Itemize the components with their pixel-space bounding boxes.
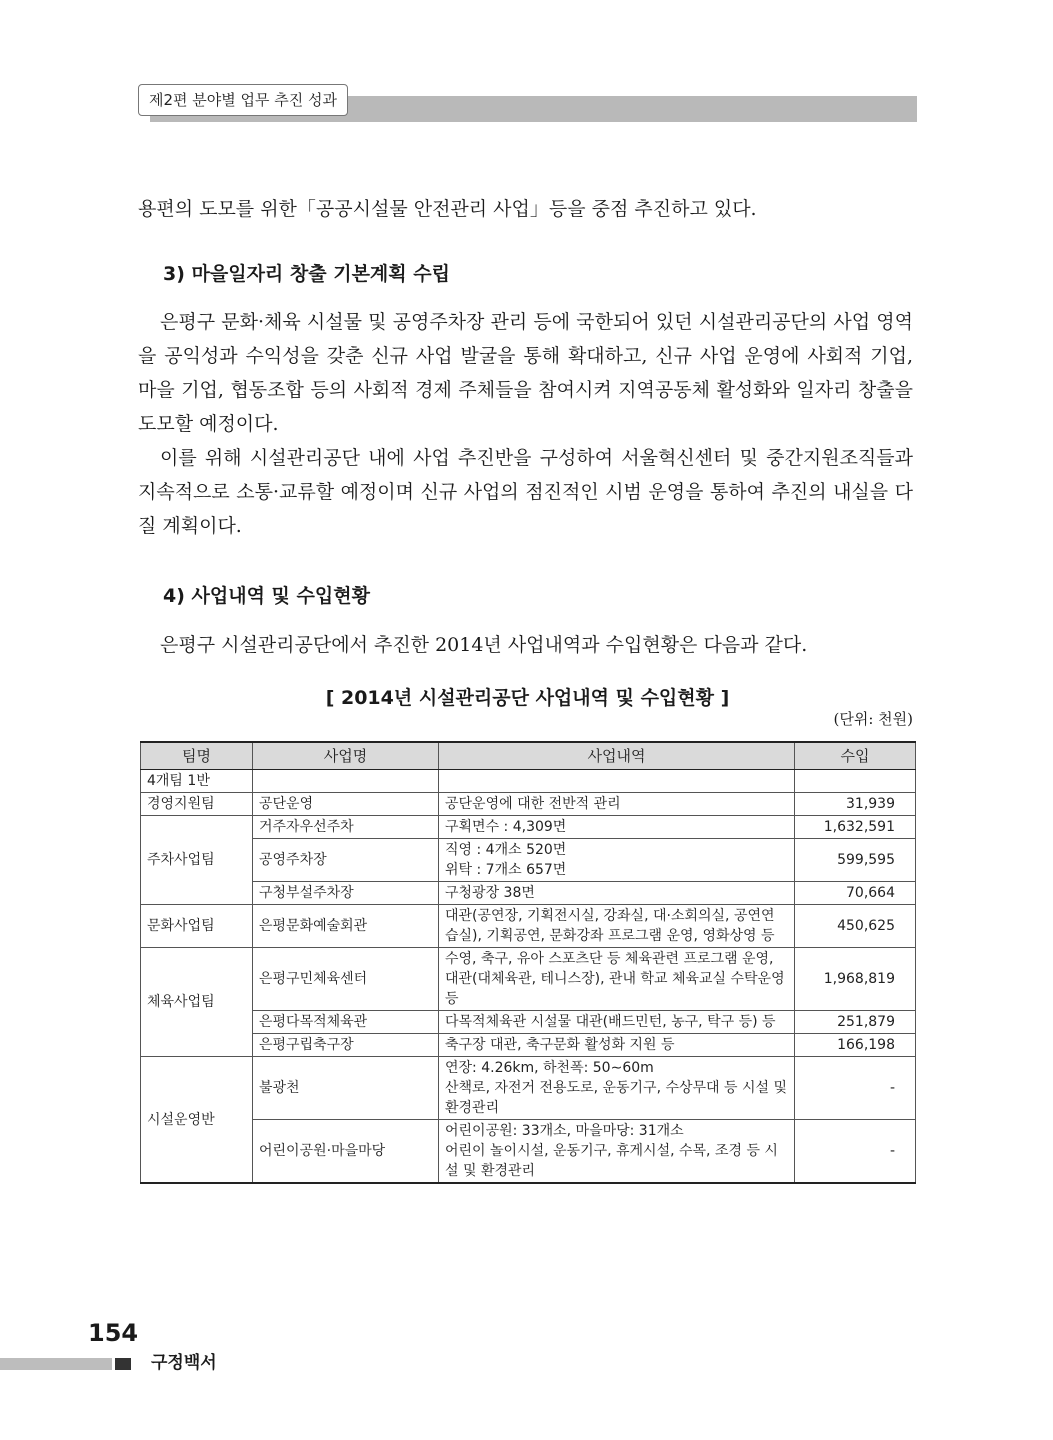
table-title: [ 2014년 시설관리공단 사업내역 및 수입현황 ] xyxy=(325,687,730,709)
revenue-cell: 1,632,591 xyxy=(795,816,916,839)
details-cell: 축구장 대관, 축구문화 활성화 지원 등 xyxy=(439,1034,795,1057)
revenue-cell: 251,879 xyxy=(795,1011,916,1034)
team-cell: 경영지원팀 xyxy=(141,793,253,816)
team-cell: 주차사업팀 xyxy=(141,816,253,905)
table-row xyxy=(141,793,916,816)
revenue-cell: - xyxy=(795,1057,916,1120)
section-4-heading: 4) 사업내역 및 수입현황 xyxy=(163,585,370,607)
project-cell: 공영주차장 xyxy=(253,839,439,882)
header-project: 사업명 xyxy=(253,742,439,770)
details-cell: 공단운영에 대한 전반적 관리 xyxy=(439,793,795,816)
intro-line: 용편의 도모를 위한「공공시설물 안전관리 사업」등을 중점 추진하고 있다. xyxy=(138,198,757,220)
revenue-cell: 1,968,819 xyxy=(795,948,916,1011)
project-cell: 어린이공원·마을마당 xyxy=(253,1120,439,1184)
header-revenue: 수입 xyxy=(795,742,916,770)
details-line: 산책로, 자전거 전용도로, 운동기구, 수상무대 등 시설 및 환경관리 xyxy=(445,1080,788,1116)
business-table xyxy=(140,741,916,1184)
details-cell: 다목적체육관 시설물 대관(배드민턴, 농구, 탁구 등) 등 xyxy=(439,1011,795,1034)
revenue-cell: - xyxy=(795,1120,916,1184)
project-cell: 불광천 xyxy=(253,1057,439,1120)
details-line: 직영 : 4개소 520면 xyxy=(445,842,567,858)
section-3-heading: 3) 마을일자리 창출 기본계획 수립 xyxy=(163,263,450,285)
table-row xyxy=(141,1034,916,1057)
details-line: 어린이 놀이시설, 운동기구, 휴게시설, 수목, 조경 등 시설 및 환경관리 xyxy=(445,1143,778,1179)
details-cell: 수영, 축구, 유아 스포츠단 등 체육관련 프로그램 운영, 대관(대체육관, 테니스장), 관내 학교 체육교실 수탁운영 등 xyxy=(439,948,795,1011)
revenue-cell: 450,625 xyxy=(795,905,916,948)
details-cell: 구획면수 : 4,309면 xyxy=(439,816,795,839)
details-line: 위탁 : 7개소 657면 xyxy=(445,862,567,878)
project-cell: 은평문화예술회관 xyxy=(253,905,439,948)
section-4-paragraph: 은평구 시설관리공단에서 추진한 2014년 사업내역과 수입현황은 다음과 같다. xyxy=(160,634,808,656)
details-cell xyxy=(439,1120,795,1184)
details-cell xyxy=(439,839,795,882)
table-row xyxy=(141,1120,916,1184)
table-row xyxy=(141,770,916,793)
details-cell: 구청광장 38면 xyxy=(439,882,795,905)
project-cell: 은평구민체육센터 xyxy=(253,948,439,1011)
table-row xyxy=(141,816,916,839)
table-row xyxy=(141,948,916,1011)
table-row xyxy=(141,905,916,948)
revenue-cell: 599,595 xyxy=(795,839,916,882)
table-unit: (단위: 천원) xyxy=(833,710,913,728)
revenue-cell: 70,664 xyxy=(795,882,916,905)
table-row xyxy=(141,1011,916,1034)
project-cell: 구청부설주차장 xyxy=(253,882,439,905)
book-title: 구정백서 xyxy=(151,1353,217,1373)
details-cell: 대관(공연장, 기획전시실, 강좌실, 대·소회의실, 공연연습실), 기획공연, 문화강좌 프로그램 운영, 영화상영 등 xyxy=(439,905,795,948)
section-tab: 제2편 분야별 업무 추진 성과 xyxy=(138,84,348,116)
section-3-paragraph-2: 이를 위해 시설관리공단 내에 사업 추진반을 구성하여 서울혁신센터 및 중간지원조직들과 지속적으로 소통·교류할 예정이며 신규 사업의 점진적인 시범 운영을 통하여 추진의 내실을 다질 계획이다. xyxy=(138,447,913,537)
revenue-cell: 31,939 xyxy=(795,793,916,816)
team-cell: 시설운영반 xyxy=(141,1057,253,1184)
revenue-cell: 166,198 xyxy=(795,1034,916,1057)
footer-bar xyxy=(0,1358,112,1370)
project-cell: 공단운영 xyxy=(253,793,439,816)
footer-marker xyxy=(115,1358,131,1370)
details-line: 어린이공원: 33개소, 마을마당: 31개소 xyxy=(445,1123,684,1139)
details-cell xyxy=(439,1057,795,1120)
summary-cell: 4개팀 1반 xyxy=(141,770,253,793)
team-cell: 문화사업팀 xyxy=(141,905,253,948)
header-details: 사업내역 xyxy=(439,742,795,770)
project-cell: 은평구립축구장 xyxy=(253,1034,439,1057)
table-row xyxy=(141,839,916,882)
table-header-row xyxy=(141,742,916,770)
details-line: 연장: 4.26km, 하천폭: 50∼60m xyxy=(445,1060,654,1076)
table-row xyxy=(141,882,916,905)
table-row xyxy=(141,1057,916,1120)
project-cell: 거주자우선주차 xyxy=(253,816,439,839)
section-3-paragraph-1: 은평구 문화·체육 시설물 및 공영주차장 관리 등에 국한되어 있던 시설관리공단의 사업 영역을 공익성과 수익성을 갖춘 신규 사업 발굴을 통해 확대하고, 신규 사업 운영에 사회적 기업, 마을 기업, 협동조합 등의 사회적 경제 주체들을 참여시켜 지역공동체 활성화와 일자리 창출을 도모할 예정이다. xyxy=(138,311,913,435)
team-cell: 체육사업팀 xyxy=(141,948,253,1057)
page-number: 154 xyxy=(88,1319,139,1347)
header-team: 팀명 xyxy=(141,742,253,770)
project-cell: 은평다목적체육관 xyxy=(253,1011,439,1034)
